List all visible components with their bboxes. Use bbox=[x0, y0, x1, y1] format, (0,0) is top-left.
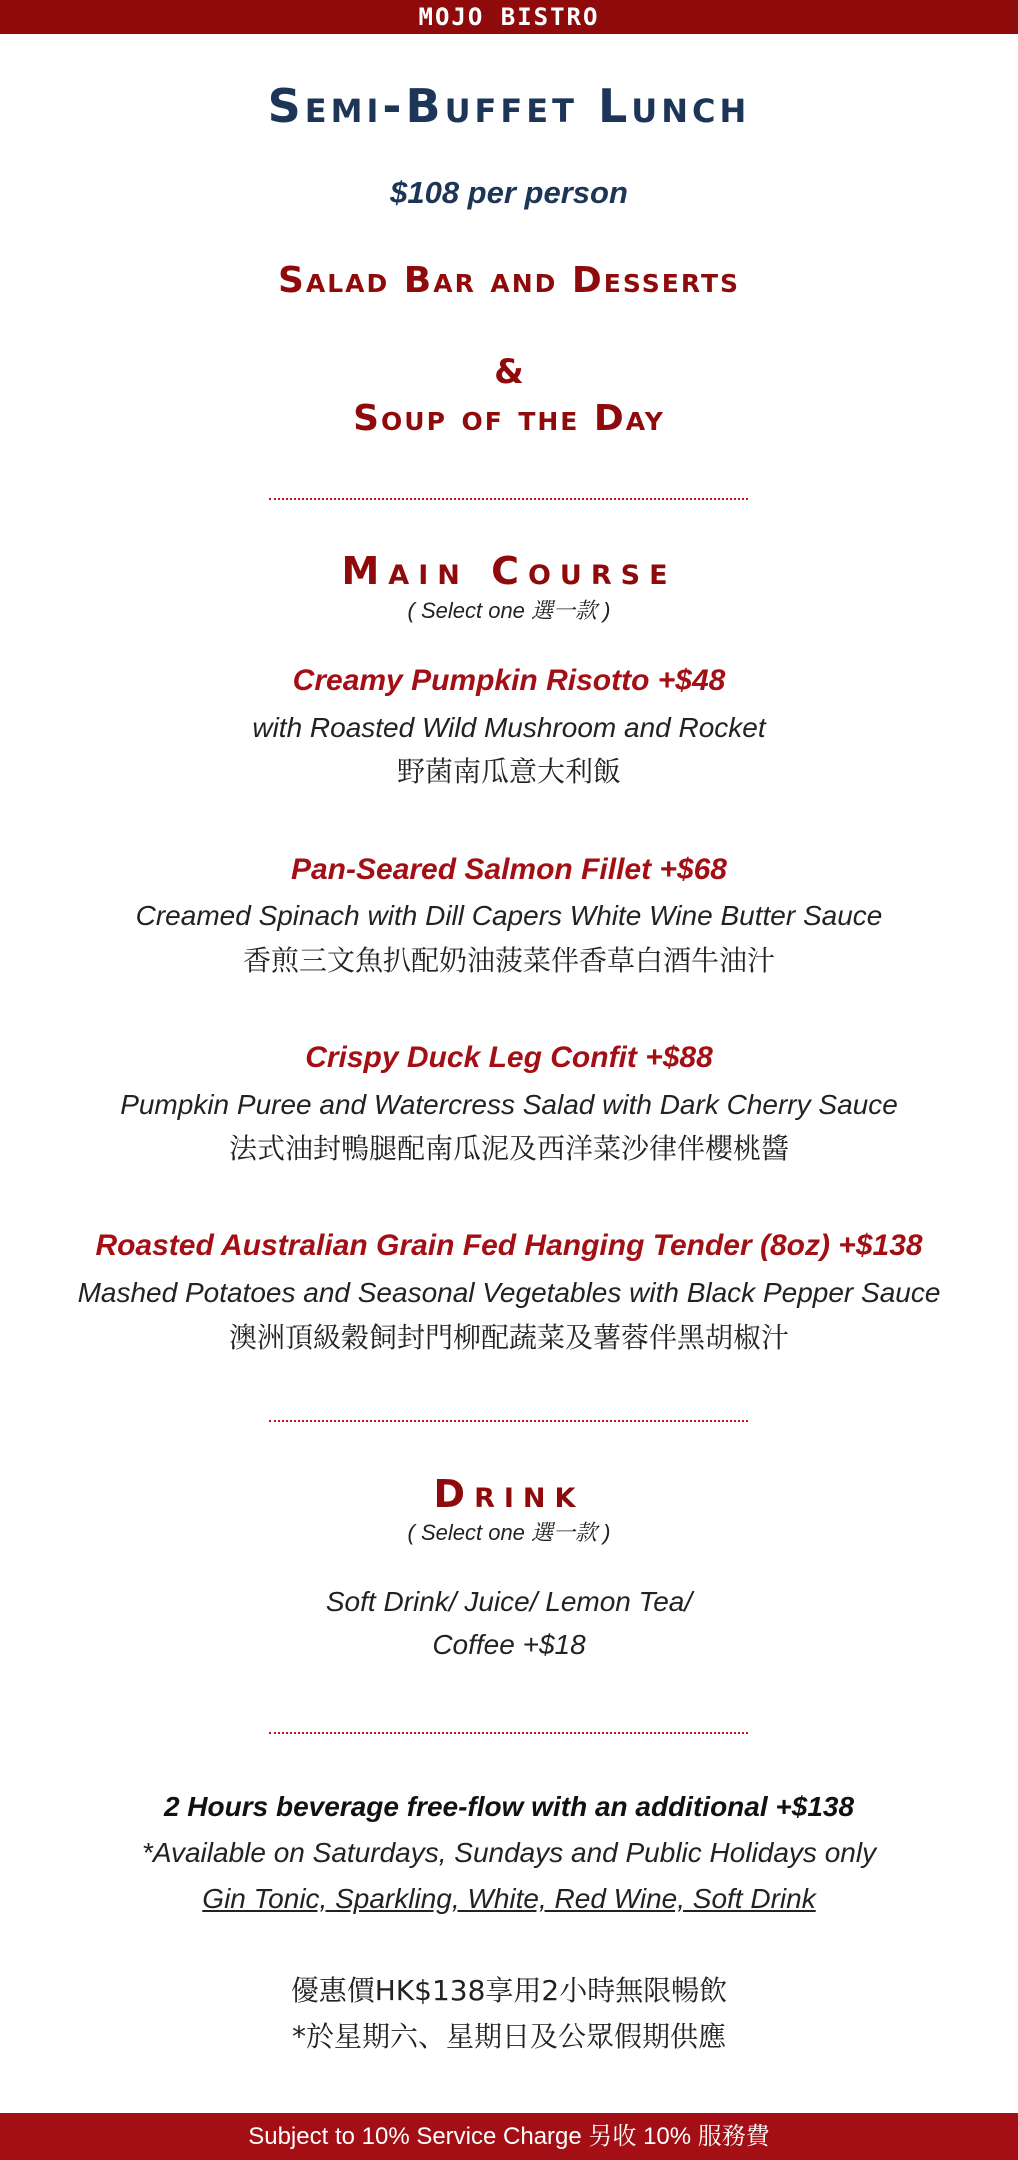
dish-description: Creamed Spinach with Dill Capers White Wine Butter Sauce bbox=[135, 900, 883, 931]
brand-banner bbox=[0, 0, 1018, 34]
dish-description: Mashed Potatoes and Seasonal Vegetables with Black Pepper Sauce bbox=[77, 1277, 941, 1308]
includes-salad-desserts: Salad Bar and Desserts bbox=[277, 260, 741, 301]
drink-select-note: ( Select one 選一款 ) bbox=[407, 1520, 611, 1545]
dish-name: Pan-Seared Salmon Fillet +$68 bbox=[290, 853, 727, 886]
dish-name: Roasted Australian Grain Fed Hanging Tender (8oz) +$138 bbox=[95, 1229, 923, 1262]
dish-name: Creamy Pumpkin Risotto +$48 bbox=[292, 664, 726, 697]
freeflow-chinese-offer: 優惠價HK$138享用2小時無限暢飲 bbox=[290, 1974, 728, 2007]
dish-chinese-name: 野菌南瓜意大利飯 bbox=[396, 755, 621, 788]
drink-heading: Drink bbox=[433, 1472, 585, 1516]
menu-price: $108 per person bbox=[390, 175, 628, 210]
freeflow-drinks bbox=[0, 1879, 1018, 1919]
service-charge-text: Subject to 10% Service Charge 另收 10% 服務費 bbox=[248, 2123, 770, 2150]
includes-ampersand: & bbox=[494, 352, 524, 392]
freeflow-availability: *Available on Saturdays, Sundays and Public Holidays only bbox=[141, 1837, 877, 1868]
section-divider bbox=[269, 1420, 748, 1422]
main-course-select-note: ( Select one 選一款 ) bbox=[407, 598, 611, 623]
dish-chinese-name: 香煎三文魚扒配奶油菠菜伴香草白酒牛油汁 bbox=[242, 944, 775, 977]
dish-name: Crispy Duck Leg Confit +$88 bbox=[305, 1041, 713, 1074]
freeflow-headline: 2 Hours beverage free-flow with an additional +$138 bbox=[163, 1791, 855, 1822]
dish-description: with Roasted Wild Mushroom and Rocket bbox=[252, 712, 766, 743]
menu-title: Semi-Buffet Lunch bbox=[267, 79, 751, 133]
main-course-heading: Main Course bbox=[341, 549, 677, 593]
brand-name: MOJO BISTRO bbox=[418, 3, 600, 31]
freeflow-chinese-availability: *於星期六、星期日及公眾假期供應 bbox=[291, 2020, 726, 2053]
dish-description: Pumpkin Puree and Watercress Salad with Dark Cherry Sauce bbox=[120, 1089, 898, 1120]
section-divider bbox=[269, 498, 748, 500]
drink-options-price: Coffee +$18 bbox=[432, 1629, 586, 1660]
service-charge-banner bbox=[0, 2113, 1018, 2160]
freeflow-drinks-text: Gin Tonic, Sparkling, White, Red Wine, Soft Drink bbox=[202, 1883, 816, 1914]
dish-chinese-name: 澳洲頂級穀飼封門柳配蔬菜及薯蓉伴黑胡椒汁 bbox=[228, 1321, 789, 1354]
section-divider bbox=[269, 1732, 748, 1734]
drink-options: Soft Drink/ Juice/ Lemon Tea/ bbox=[325, 1586, 693, 1617]
dish-chinese-name: 法式油封鴨腿配南瓜泥及西洋菜沙律伴櫻桃醬 bbox=[228, 1132, 789, 1165]
includes-soup: Soup of the Day bbox=[353, 398, 665, 439]
